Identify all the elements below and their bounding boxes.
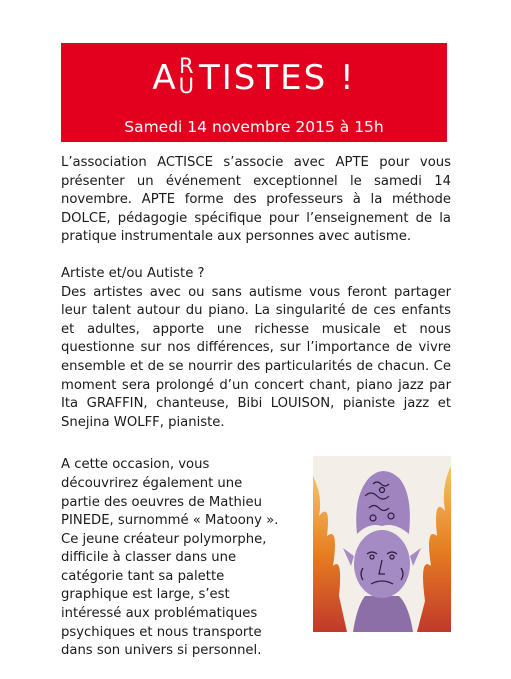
closing-block bbox=[61, 456, 451, 661]
event-title bbox=[61, 54, 447, 98]
title-letter-a: A bbox=[152, 57, 178, 98]
title-letter-u: U bbox=[178, 73, 196, 98]
closing-paragraph: A cette occasion, vous découvrirez également une partie des oeuvres de Mathieu PINEDE, surnommé « Matoony ». Ce jeune créateur polymorphe, difficile à classer dans une catégorie tant sa palette graphique est large, s’est intéressé aux problématiques psychiques et nous transporte dans son univers si personnel. bbox=[61, 457, 279, 659]
title-banner bbox=[61, 43, 447, 142]
artwork-illustration bbox=[313, 456, 451, 632]
title-rest: TISTES ! bbox=[198, 57, 356, 98]
title-letter-r: R bbox=[179, 54, 196, 78]
event-date: Samedi 14 novembre 2015 à 15h bbox=[124, 118, 384, 136]
section-heading: Artiste et/ou Autiste ? bbox=[61, 265, 205, 281]
title-stacked-letters bbox=[178, 54, 196, 98]
document-body bbox=[61, 154, 451, 661]
intro-paragraph: L’association ACTISCE s’associe avec APTE pour vous présenter un événement exceptionnel le samedi 14 novembre. APTE forme des professeurs à la méthode DOLCE, pédagogie spécifique pour l’enseignement de la pratique instrumentale aux personnes avec autisme. bbox=[61, 155, 451, 245]
artwork-image bbox=[313, 456, 451, 632]
section-paragraph: Des artistes avec ou sans autisme vous feront partager leur talent autour du piano. La singularité de ces enfants et adultes, apporte une richesse musicale et nous questionne sur nos différences, sur l’importance de vivre ensemble et de se nourrir des particularités de chacun. Ce moment sera prolongé d’un concert chant, piano jazz par Ita GRAFFIN, chanteuse, Bibi LOUISON, pianiste jazz et Snejina WOLFF, pianiste. bbox=[61, 284, 451, 430]
